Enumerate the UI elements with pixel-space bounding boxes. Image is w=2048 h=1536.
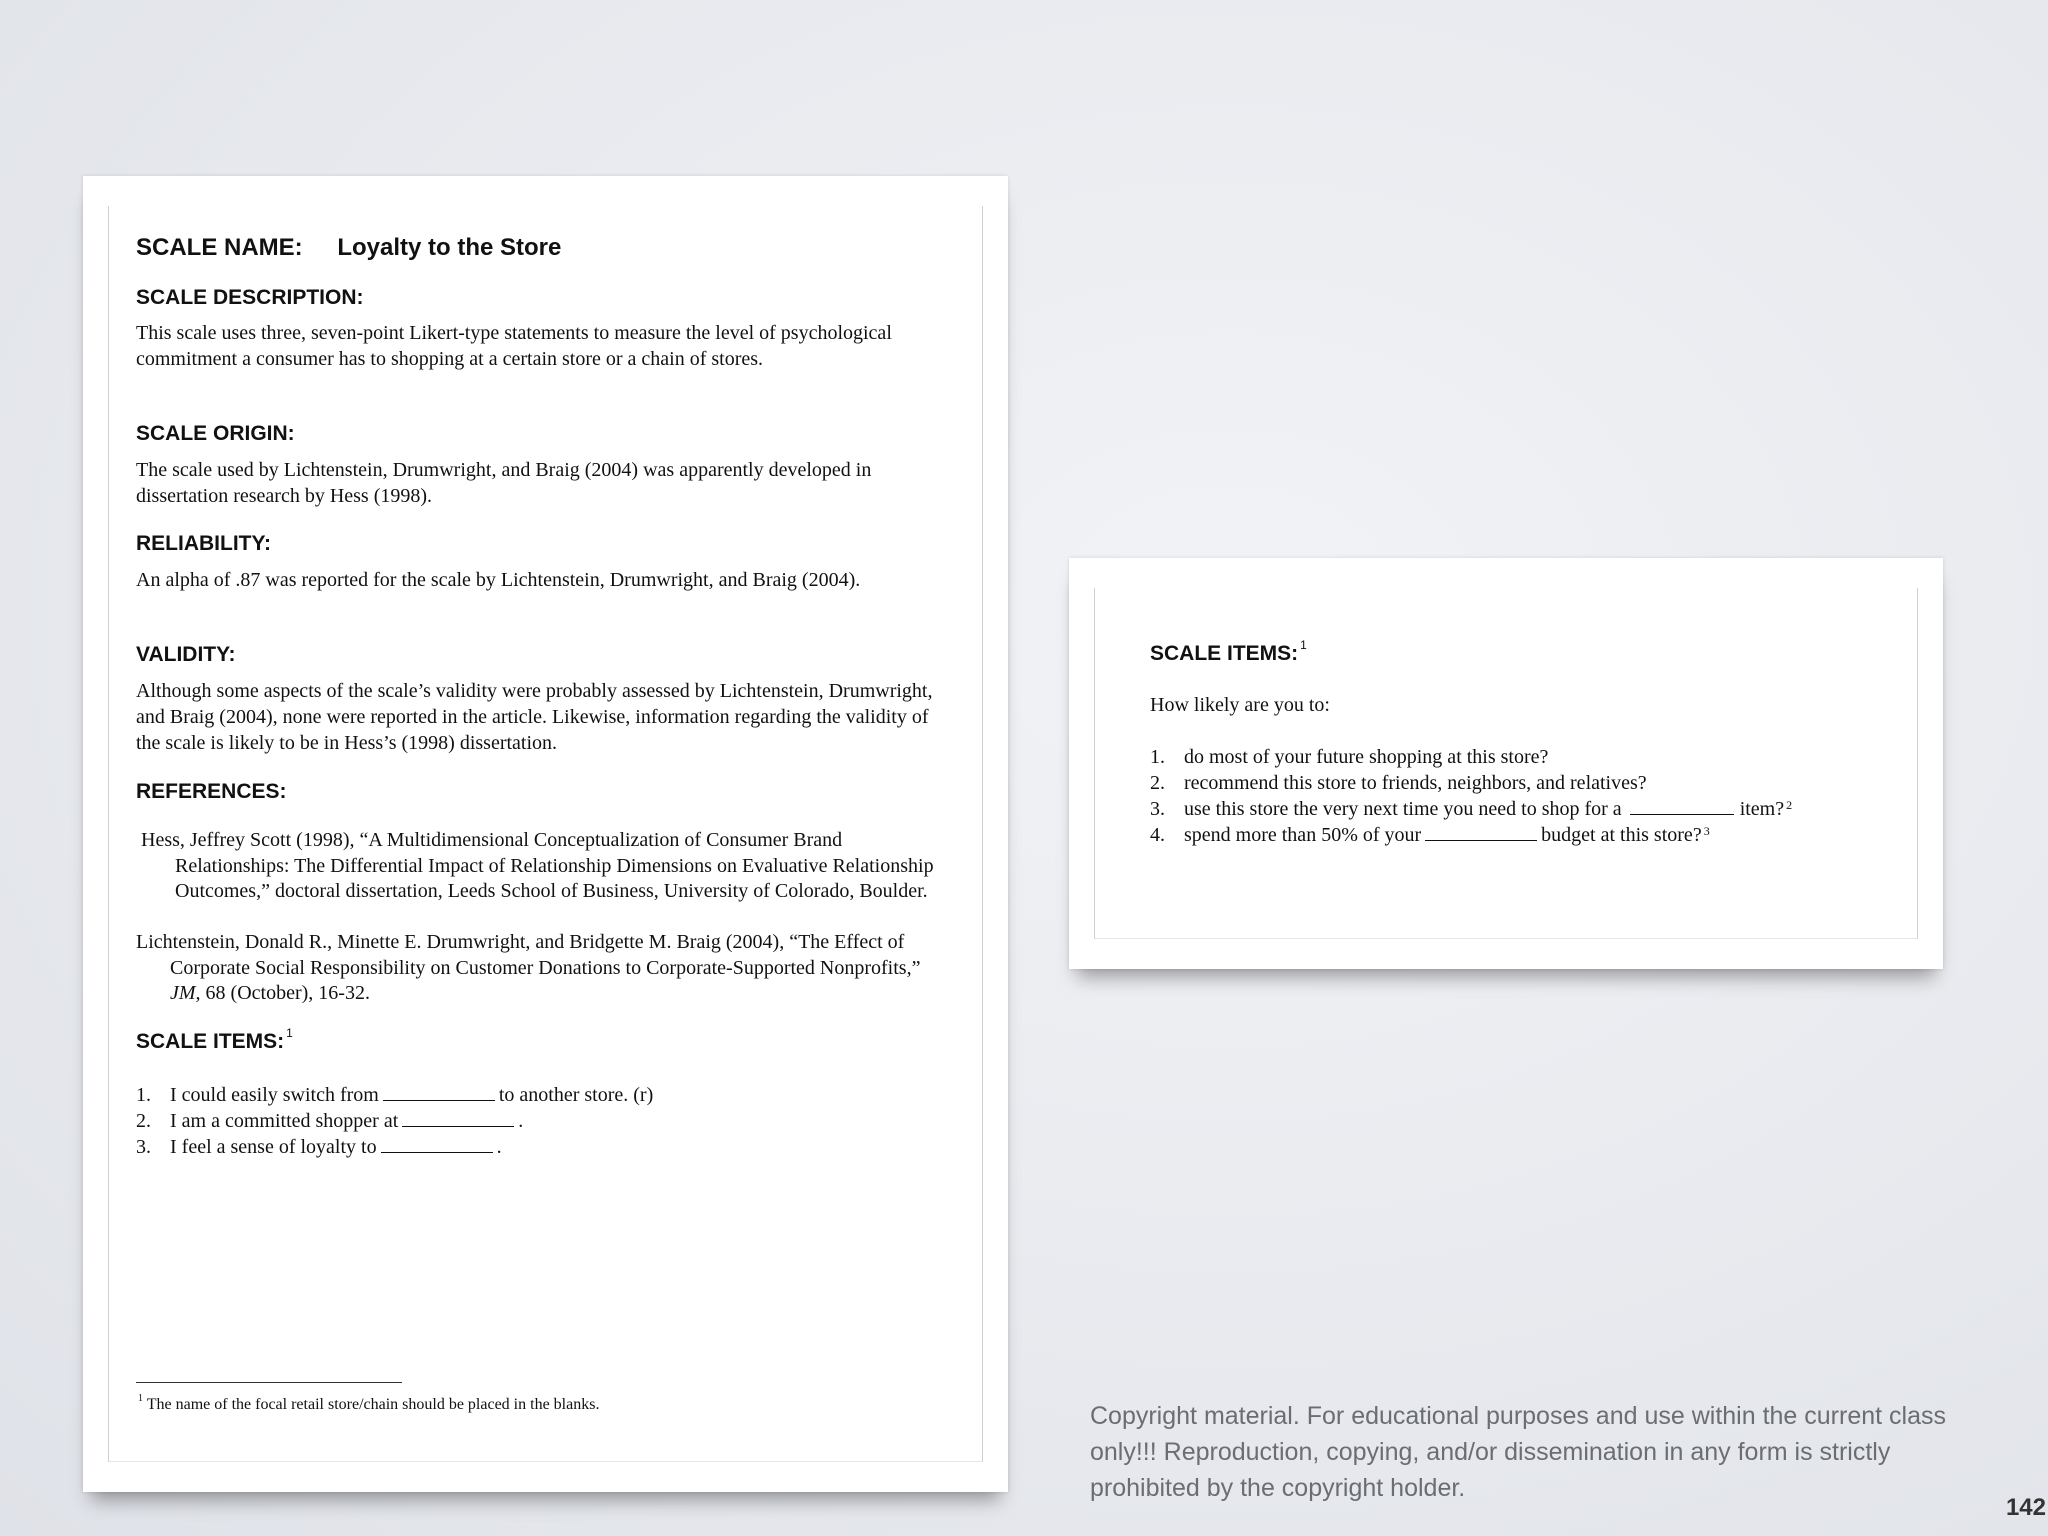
reference-journal: JM, <box>170 982 201 1004</box>
footnote-text: The name of the focal retail store/chain should be placed in the blanks. <box>146 1396 600 1413</box>
footnote-marker: 1 <box>286 1026 293 1040</box>
list-item <box>136 1108 653 1134</box>
item-number: 4. <box>1150 824 1165 846</box>
description-heading: SCALE DESCRIPTION: <box>136 286 364 309</box>
footnote-marker: 1 <box>1300 638 1307 652</box>
blank-line <box>402 1108 514 1127</box>
item-text-tail: . <box>496 1136 502 1158</box>
footnote-number: 1 <box>138 1393 143 1404</box>
item-number: 2. <box>1150 772 1165 794</box>
snippet-prompt: How likely are you to: <box>1150 694 1330 716</box>
list-item <box>136 1082 653 1108</box>
list-item <box>136 1134 653 1160</box>
scale-name-label: SCALE NAME: <box>136 234 303 261</box>
list-item <box>1150 796 1792 822</box>
footnote <box>136 1393 600 1414</box>
scale-items-label: SCALE ITEMS: <box>136 1030 285 1053</box>
snippet-items-list <box>1150 744 1792 848</box>
item-number: 2. <box>136 1110 151 1132</box>
origin-text: The scale used by Lichtenstein, Drumwright, and Braig (2004) was apparently developed in dissertation research by Hess (1998). <box>136 459 872 507</box>
references-heading: REFERENCES: <box>136 780 287 803</box>
validity-text: Although some aspects of the scale’s validity were probably assessed by Lichtenstein, Drumwright, and Braig (2004), none were reported in the article. Likewise, information regarding the validity of the scale is likely to be in Hess’s (1998) dissertation. <box>136 680 933 754</box>
item-number: 3. <box>1150 798 1165 820</box>
scale-name-heading <box>136 234 561 262</box>
item-text-tail: budget at this store? <box>1541 824 1702 846</box>
reference-lichtenstein <box>136 930 950 1007</box>
origin-heading: SCALE ORIGIN: <box>136 422 295 445</box>
footnote-marker: 2 <box>1786 798 1793 812</box>
footnote-divider <box>136 1382 402 1383</box>
slide-page-number: 142 <box>2005 1494 2046 1521</box>
footnote-marker: 3 <box>1703 824 1710 838</box>
list-item <box>1150 822 1792 848</box>
reliability-heading: RELIABILITY: <box>136 532 271 555</box>
reference-lichtenstein-tail: 68 (October), 16-32. <box>205 982 370 1004</box>
item-text: recommend this store to friends, neighbors, and relatives? <box>1184 772 1647 794</box>
item-text: I could easily switch from <box>170 1084 379 1106</box>
item-text: spend more than 50% of your <box>1184 824 1422 846</box>
reference-hess: Hess, Jeffrey Scott (1998), “A Multidimensional Conceptualization of Consumer Brand Relationships: The Differential Impact of Relationship Dimensions on Evaluative Relationship Outcomes,” doctoral dissertation, Leeds School of Business, University of Colorado, Boulder. <box>141 829 934 902</box>
list-item <box>1150 770 1792 796</box>
document-page-snippet <box>1069 558 1943 969</box>
blank-line <box>1630 796 1734 815</box>
description-text: This scale uses three, seven-point Likert-type statements to measure the level of psychological commitment a consumer has to shopping at a certain store or a chain of stores. <box>136 322 892 370</box>
snippet-scale-items-heading <box>1150 638 1307 666</box>
snippet-scale-items-label: SCALE ITEMS: <box>1150 642 1299 665</box>
blank-line <box>383 1082 495 1101</box>
scale-items-heading <box>136 1026 293 1054</box>
reference-lichtenstein-text: Lichtenstein, Donald R., Minette E. Drumwright, and Bridgette M. Braig (2004), “The Effect of Corporate Social Responsibility on Customer Donations to Corporate-Supported Nonprofits,” <box>136 931 921 979</box>
item-text: use this store the very next time you need to shop for a <box>1184 798 1622 820</box>
reliability-text: An alpha of .87 was reported for the scale by Lichtenstein, Drumwright, and Braig (2004). <box>136 569 861 591</box>
validity-heading: VALIDITY: <box>136 643 236 666</box>
list-item <box>1150 744 1792 770</box>
item-number: 1. <box>136 1084 151 1106</box>
blank-line <box>381 1134 493 1153</box>
scale-items-list <box>136 1082 653 1160</box>
blank-line <box>1425 822 1537 841</box>
scale-name-value: Loyalty to the Store <box>337 234 562 261</box>
item-text-tail: to another store. (r) <box>498 1084 654 1106</box>
item-text-tail: . <box>518 1110 524 1132</box>
item-text: do most of your future shopping at this store? <box>1184 746 1549 768</box>
item-text-tail: item? <box>1739 798 1785 820</box>
item-text: I feel a sense of loyalty to <box>170 1136 377 1158</box>
document-page-full <box>83 176 1008 1492</box>
item-number: 3. <box>136 1136 151 1158</box>
item-number: 1. <box>1150 746 1165 768</box>
item-text: I am a committed shopper at <box>170 1110 399 1132</box>
copyright-notice: Copyright material. For educational purposes and use within the current class only!!! Reproduction, copying, and/or dissemination in any form is strictly prohibited by the copyright holder. <box>1090 1402 1946 1502</box>
